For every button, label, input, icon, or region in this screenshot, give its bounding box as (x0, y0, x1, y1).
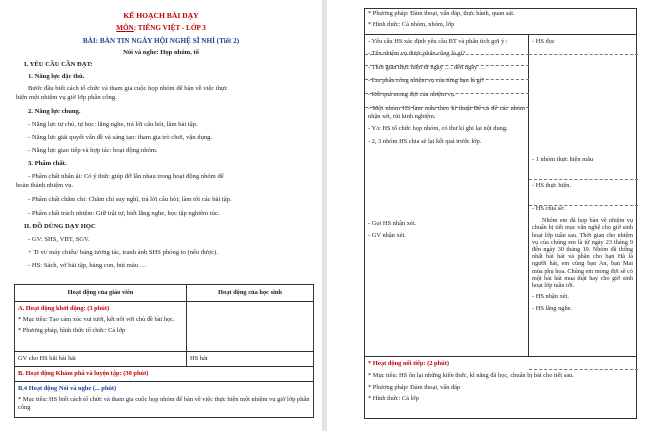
subject-label: MÔN (116, 24, 134, 32)
heading-specific-competence: 1. Năng lực đặc thù. (28, 73, 85, 80)
activity-table (14, 284, 314, 418)
paragraph-line: hiện một nhiệm vụ giờ lớp phân công. (16, 94, 117, 101)
teacher-step: - Em phân công nhiệm vụ của từng bạn là gì? (368, 77, 485, 85)
activity-a-title: A. Hoạt động khởi động: (3 phút) (18, 305, 110, 312)
activity-a-method: * Phương pháp, hình thức tổ chức: Cả lớp (18, 326, 126, 334)
paragraph-line: + Ti vi/ máy chiếu/ bảng tương tác, tranh ảnh SHS phóng to (nếu được). (28, 249, 218, 256)
paragraph-line: - HS: Sách, vở bài tập, bảng con, bút màu … (28, 262, 147, 269)
section-teaching-aids: II. ĐỒ DÙNG DẠY HỌC (24, 223, 96, 230)
paragraph-line: - Phẩm chất nhân ái: Có ý thức giúp đỡ lẫn nhau trong hoạt động nhóm để (28, 173, 224, 180)
teacher-step: - Yêu cầu HS xác định yêu cầu BT và phân tích gợi ý : (368, 38, 508, 45)
method-line: * Phương pháp: Đàm thoại, vấn đáp, thực hành, quan sát. (368, 10, 515, 17)
student-step: - HS nhận xét. (532, 293, 569, 301)
table-cell (365, 9, 637, 35)
student-column (529, 35, 637, 357)
teacher-step: - Một nhóm HS làm mẫu theo kĩ thuật Bể cá để các nhóm nhận xét, rút kinh nghiệm. (368, 104, 525, 120)
table-cell (15, 302, 187, 352)
teacher-step: - Thời gian thực hiện từ ngày …. đến ngày … (368, 63, 486, 71)
activity-b4-title: B.4 Hoạt động Nói và nghe (... phút) (18, 385, 117, 392)
paragraph-line: - Phẩm chất trách nhiệm: Giữ trật tự, biết lắng nghe, học tập nghiêm túc. (28, 210, 220, 217)
table-cell (187, 302, 314, 352)
teacher-step: - Tên nhiệm vụ được phân công là gì? (368, 49, 466, 57)
activity-c-method: * Phương pháp: Đàm thoại, vấn đáp (368, 383, 461, 391)
paragraph-line: - Năng lực tự chủ, tự học: lắng nghe, trả lời câu hỏi, làm bài tập. (28, 121, 198, 128)
teacher-step: - 2, 3 nhóm HS chia sẻ lại kết quả trước lớp. (368, 138, 482, 146)
student-step: - HS thực hiện. (532, 181, 571, 189)
student-step: - HS đọc (532, 38, 555, 45)
activity-b-title: B. Hoạt động Khám phá và luyện tập: (30 phút) (15, 367, 314, 382)
paragraph-line: - Năng lực giải quyết vấn đề và sáng tạo: tham gia trò chơi, vận dụng. (28, 134, 213, 141)
teacher-step: - GV nhận xét. (368, 231, 406, 239)
student-step: - 1 nhóm thực hiện mẫu (532, 155, 594, 163)
lesson-plan-title: KẾ HOẠCH BÀI DẠY (123, 11, 199, 20)
student-share-text: Nhóm em đã họp bàn về nhiệm vụ chuẩn bị tiết mục văn nghệ cho giờ sinh hoạt lớp tuần sau. Thời gian cho nhiệm vụ của chúng em là từ ngày 23 tháng 9 đến ngày 30 tháng 10. Nhóm đã thống nhất bài hát và phân cho bạn Hà là người hát, em cùng bạn An, bạn Mai múa phụ họa. Chúng em mong đợi sẽ có một bài hát mua thật hay cho giờ sinh hoạt lớp tuần tới. (532, 217, 633, 290)
paragraph-line: - Năng lực giao tiếp và hợp tác: hoạt động nhóm. (28, 147, 158, 154)
table-cell: HS hát (187, 352, 314, 367)
paragraph-line: hoàn thành nhiệm vụ. (16, 182, 74, 189)
activity-c-goal: * Mục tiêu: HS ôn lại những kiến thức, kĩ năng đã học, chuẩn bị bài cho tiết sau. (368, 371, 574, 379)
form-line: * Hình thức: Cả nhóm, nhóm, lớp (368, 20, 455, 28)
table-cell: GV cho HS bắt bài hát (15, 352, 187, 367)
activity-table-continued (364, 8, 637, 419)
table-header-teacher: Hoạt động của giáo viên (15, 285, 187, 302)
activity-c-title: * Hoạt động nối tiếp: (2 phút) (368, 360, 449, 367)
table-cell (365, 357, 637, 419)
activity-b4-goal: * Mục tiêu: HS biết cách tổ chức và tham gia cuộc họp nhóm để bàn về việc thực hiện một nhiệm vụ giờ lớp phân công (18, 395, 310, 411)
document-page-right (327, 0, 650, 431)
subject-value: : TIẾNG VIỆT - LỚP 3 (133, 24, 206, 32)
heading-qualities: 3. Phẩm chất. (28, 160, 67, 167)
teacher-step: - Kết quả mong đợi của nhiệm vụ. (368, 91, 456, 99)
document-page-left (0, 0, 322, 431)
activity-c-form: * Hình thức: Cả lớp (368, 395, 419, 403)
activity-a-goal: * Mục tiêu: Tạo cảm xúc vui tươi, kết nối với chủ đề bài học. (18, 315, 175, 323)
student-step: - HS chia sẻ: (532, 205, 565, 213)
student-step: - HS lắng nghe. (532, 305, 573, 313)
heading-general-competence: 2. Năng lực chung. (28, 108, 81, 115)
paragraph-line: - GV: SHS, VBT, SGV. (28, 236, 90, 243)
table-cell (15, 382, 314, 418)
paragraph-line: Bước đầu biết cách tổ chức và tham gia cuộc họp nhóm để bàn về việc thực (28, 85, 228, 92)
lesson-subtitle: Nói và nghe: Họp nhóm, tổ (123, 49, 199, 56)
paragraph-line: - Phẩm chất chăm chỉ: Chăm chỉ suy nghĩ, trả lời câu hỏi; làm tốt các bài tập. (28, 196, 232, 203)
section-requirements: I. YÊU CẦU CẦN ĐẠT: (24, 61, 93, 68)
teacher-step: - Y/c HS tổ chức họp nhóm, có thư kí ghi lại nội dung. (368, 124, 508, 132)
lesson-title: BÀI: BẢN TIN NGÀY HỘI NGHỆ SĨ NHÍ (Tiết 2) (82, 37, 240, 45)
subject-line (0, 24, 322, 32)
teacher-column (365, 35, 529, 357)
table-header-student: Hoạt động của học sinh (187, 285, 314, 302)
teacher-step: - Gọi HS nhận xét. (368, 220, 417, 228)
